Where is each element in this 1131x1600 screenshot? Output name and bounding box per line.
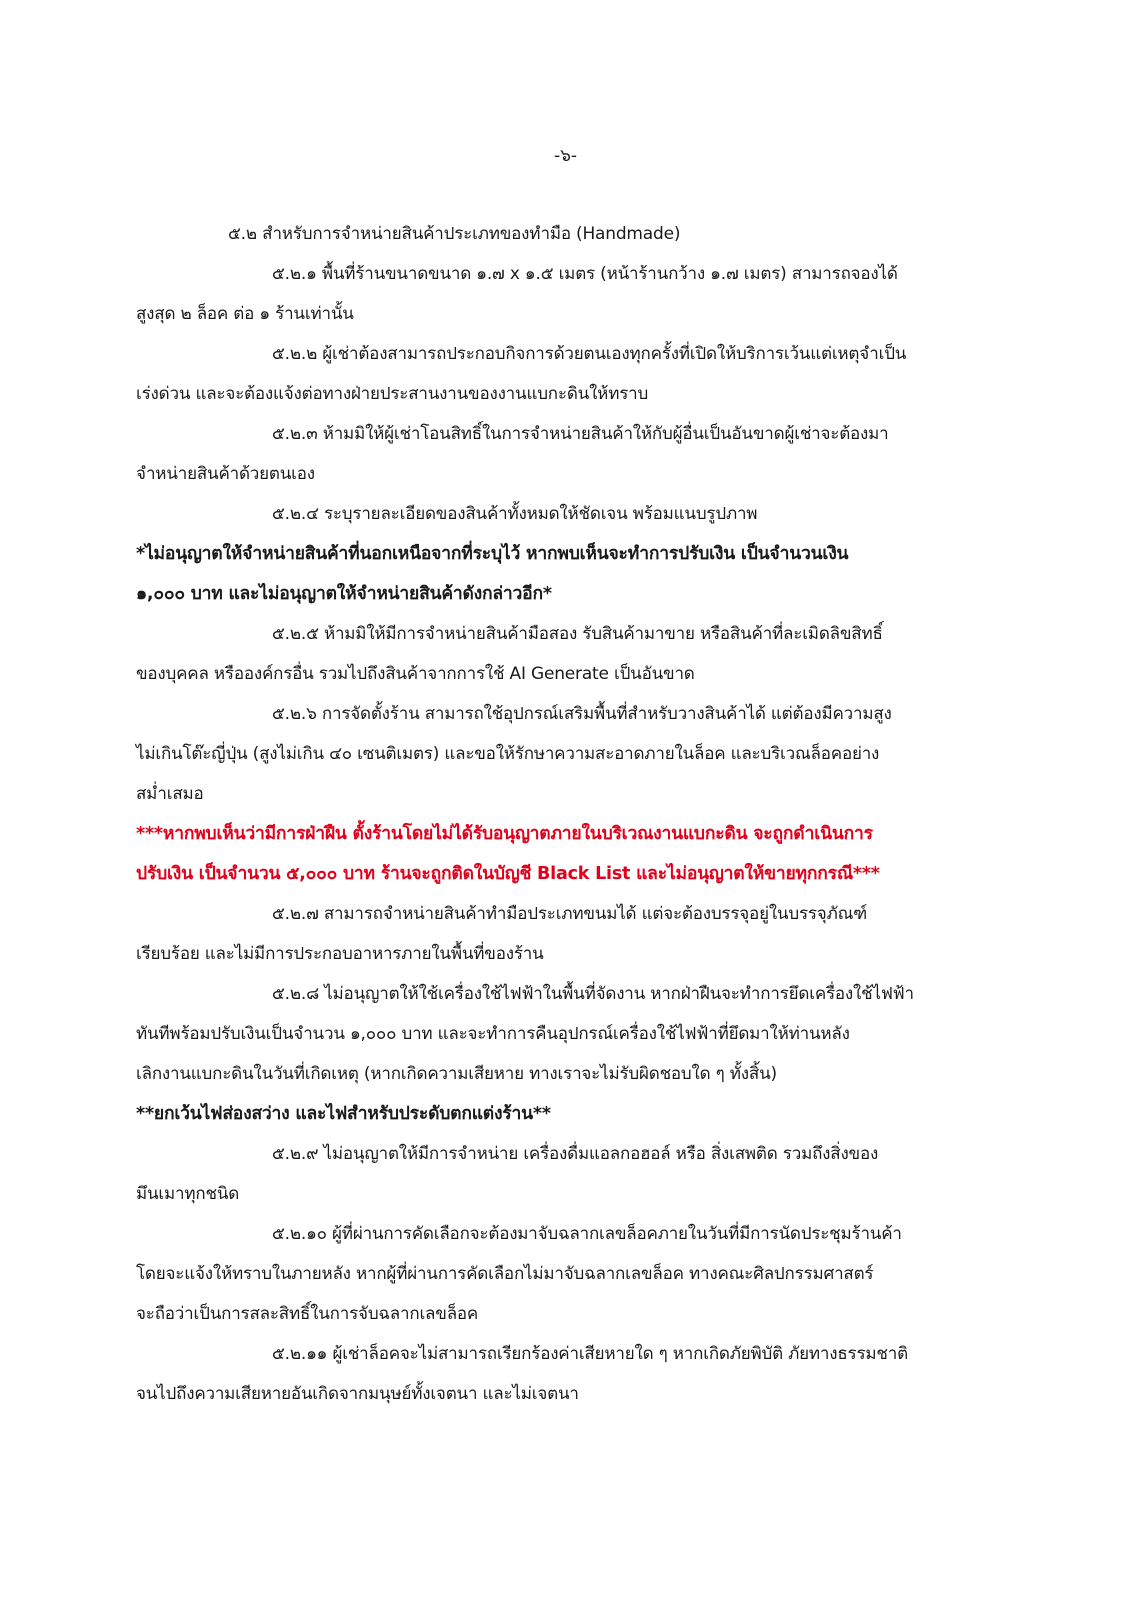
paragraph-line: มึนเมาทุกชนิด [136, 1184, 240, 1204]
page-number: -๖- [553, 146, 578, 166]
paragraph-line: สม่ำเสมอ [136, 784, 204, 804]
paragraph-line: ๕.๒.๓ ห้ามมิให้ผู้เช่าโอนสิทธิ์ในการจำหน่ายสินค้าให้กับผู้อื่นเป็นอันขาดผู้เช่าจะต้องมา [272, 424, 889, 444]
exception-note: **ยกเว้นไฟส่องสว่าง และไฟสำหรับประดับตกแต่งร้าน** [136, 1104, 551, 1124]
penalty-warning-line: ปรับเงิน เป็นจำนวน ๕,๐๐๐ บาท ร้านจะถูกติดในบัญชี Black List และไม่อนุญาตให้ขายทุกกรณี*** [136, 864, 880, 884]
paragraph-line: จำหน่ายสินค้าด้วยตนเอง [136, 464, 315, 484]
paragraph-line: ๕.๒.๒ ผู้เช่าต้องสามารถประกอบกิจการด้วยตนเองทุกครั้งที่เปิดให้บริการเว้นแต่เหตุจำเป็น [272, 344, 907, 364]
warning-line: *ไม่อนุญาตให้จำหน่ายสินค้าที่นอกเหนือจากที่ระบุไว้ หากพบเห็นจะทำการปรับเงิน เป็นจำนวนเงิน [136, 544, 849, 564]
paragraph-line: เรียบร้อย และไม่มีการประกอบอาหารภายในพื้นที่ของร้าน [136, 944, 544, 964]
paragraph-line: สูงสุด ๒ ล็อค ต่อ ๑ ร้านเท่านั้น [136, 304, 354, 324]
paragraph-line: ๕.๒.๗ สามารถจำหน่ายสินค้าทำมือประเภทขนมได้ แต่จะต้องบรรจุอยู่ในบรรจุภัณฑ์ [272, 904, 868, 924]
paragraph-line: ๕.๒.๘ ไม่อนุญาตให้ใช้เครื่องใช้ไฟฟ้าในพื้นที่จัดงาน หากฝ่าฝืนจะทำการยึดเครื่องใช้ไฟฟ้า [272, 984, 914, 1004]
paragraph-line: ของบุคคล หรือองค์กรอื่น รวมไปถึงสินค้าจากการใช้ AI Generate เป็นอันขาด [136, 664, 695, 684]
paragraph-line: ไม่เกินโต๊ะญี่ปุ่น (สูงไม่เกิน ๔๐ เซนติเมตร) และขอให้รักษาความสะอาดภายในล็อค และบริเวณล็อคอย่าง [136, 744, 880, 764]
paragraph-line: จนไปถึงความเสียหายอันเกิดจากมนุษย์ทั้งเจตนา และไม่เจตนา [136, 1384, 579, 1404]
paragraph-line: ๕.๒.๖ การจัดตั้งร้าน สามารถใช้อุปกรณ์เสริมพื้นที่สำหรับวางสินค้าได้ แต่ต้องมีความสูง [272, 704, 892, 724]
paragraph-line: ๕.๒.๑๑ ผู้เช่าล็อคจะไม่สามารถเรียกร้องค่าเสียหายใด ๆ หากเกิดภัยพิบัติ ภัยทางธรรมชาติ [272, 1344, 908, 1364]
paragraph-line: จะถือว่าเป็นการสละสิทธิ์ในการจับฉลากเลขล็อค [136, 1304, 479, 1324]
paragraph-line: ๕.๒.๔ ระบุรายละเอียดของสินค้าทั้งหมดให้ชัดเจน พร้อมแนบรูปภาพ [272, 504, 758, 524]
section-heading: ๕.๒ สำหรับการจำหน่ายสินค้าประเภทของทำมือ (Handmade) [228, 224, 681, 244]
paragraph-line: โดยจะแจ้งให้ทราบในภายหลัง หากผู้ที่ผ่านการคัดเลือกไม่มาจับฉลากเลขล็อค ทางคณะศิลปกรรมศาสตร์ [136, 1264, 874, 1284]
paragraph-line: ทันทีพร้อมปรับเงินเป็นจำนวน ๑,๐๐๐ บาท และจะทำการคืนอุปกรณ์เครื่องใช้ไฟฟ้าที่ยึดมาให้ท่านหลัง [136, 1024, 850, 1044]
paragraph-line: เร่งด่วน และจะต้องแจ้งต่อทางฝ่ายประสานงานของงานแบกะดินให้ทราบ [136, 384, 649, 404]
paragraph-line: ๕.๒.๑ พื้นที่ร้านขนาดขนาด ๑.๗ x ๑.๕ เมตร (หน้าร้านกว้าง ๑.๗ เมตร) สามารถจองได้ [272, 264, 898, 284]
penalty-warning-line: ***หากพบเห็นว่ามีการฝ่าฝืน ตั้งร้านโดยไม่ได้รับอนุญาตภายในบริเวณงานแบกะดิน จะถูกดำเนินการ [136, 824, 873, 844]
paragraph-line: ๕.๒.๕ ห้ามมิให้มีการจำหน่ายสินค้ามือสอง รับสินค้ามาขาย หรือสินค้าที่ละเมิดลิขสิทธิ์ [272, 624, 883, 644]
paragraph-line: ๕.๒.๑๐ ผู้ที่ผ่านการคัดเลือกจะต้องมาจับฉลากเลขล็อคภายในวันที่มีการนัดประชุมร้านค้า [272, 1224, 902, 1244]
paragraph-line: เลิกงานแบกะดินในวันที่เกิดเหตุ (หากเกิดความเสียหาย ทางเราจะไม่รับผิดชอบใด ๆ ทั้งสิ้น) [136, 1064, 777, 1084]
warning-line: ๑,๐๐๐ บาท และไม่อนุญาตให้จำหน่ายสินค้าดังกล่าวอีก* [136, 584, 552, 604]
paragraph-line: ๕.๒.๙ ไม่อนุญาตให้มีการจำหน่าย เครื่องดื่มแอลกอฮอล์ หรือ สิ่งเสพติด รวมถึงสิ่งของ [272, 1144, 879, 1164]
